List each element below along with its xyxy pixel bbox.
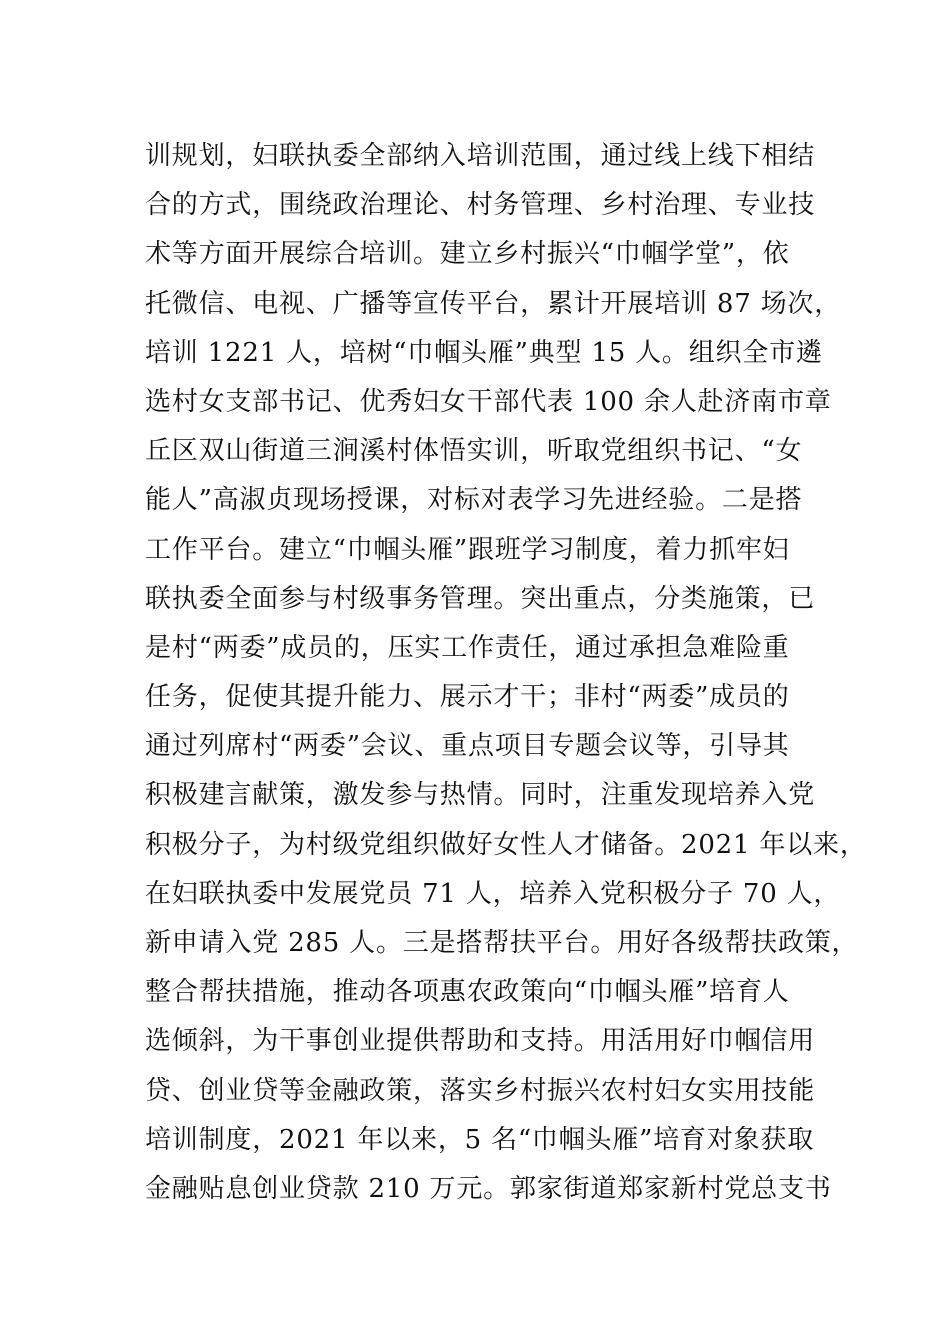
text-line: 选倾斜，为干事创业提供帮助和支持。用活用好巾帼信用 [145, 1026, 816, 1057]
text-line: 丘区双山街道三涧溪村体悟实训，听取党组织书记、“女 [145, 436, 803, 467]
text-line: 贷、创业贷等金融政策，落实乡村振兴农村妇女实用技能 [145, 1075, 816, 1106]
text-line: 任务，促使其提升能力、展示才干；非村“两委”成员的 [145, 682, 790, 713]
text-line: 选村女支部书记、优秀妇女干部代表 100 余人赴济南市章 [145, 386, 832, 417]
text-line: 能人”高淑贞现场授课，对标对表学习先进经验。二是搭 [145, 485, 803, 516]
text-line: 是村“两委”成员的，压实工作责任，通过承担急难险重 [145, 632, 790, 663]
text-line: 托微信、电视、广播等宣传平台，累计开展培训 87 场次， [145, 288, 842, 319]
text-line: 培训 1221 人，培树“巾帼头雁”典型 15 人。组织全市遴 [145, 337, 823, 368]
text-line: 金融贴息创业贷款 210 万元。郭家街道郑家新村党总支书 [145, 1173, 832, 1204]
text-line: 在妇联执委中发展党员 71 人，培养入党积极分子 70 人， [145, 878, 841, 909]
text-line: 合的方式，围绕政治理论、村务管理、乡村治理、专业技 [145, 190, 816, 221]
text-line: 新申请入党 285 人。三是搭帮扶平台。用好各级帮扶政策， [145, 928, 859, 958]
text-line: 培训制度，2021 年以来，5 名“巾帼头雁”培育对象获取 [145, 1124, 815, 1155]
text-line: 积极建言献策，激发参与热情。同时，注重发现培养入党 [145, 780, 816, 811]
text-line: 术等方面开展综合培训。建立乡村振兴“巾帼学堂”，依 [145, 239, 790, 270]
text-line: 工作平台。建立“巾帼头雁”跟班学习制度，着力抓牢妇 [145, 534, 790, 565]
body-paragraph [145, 132, 867, 1214]
text-line: 通过列席村“两委”会议、重点项目专题会议等，引导其 [145, 731, 790, 762]
text-line: 训规划，妇联执委全部纳入培训范围，通过线上线下相结 [145, 141, 816, 171]
text-line: 整合帮扶措施，推动各项惠农政策向“巾帼头雁”培育人 [145, 977, 790, 1008]
text-line: 联执委全面参与村级事务管理。突出重点，分类施策，已 [145, 583, 816, 614]
text-line: 积极分子，为村级党组织做好女性人才储备。2021 年以来， [145, 829, 867, 860]
